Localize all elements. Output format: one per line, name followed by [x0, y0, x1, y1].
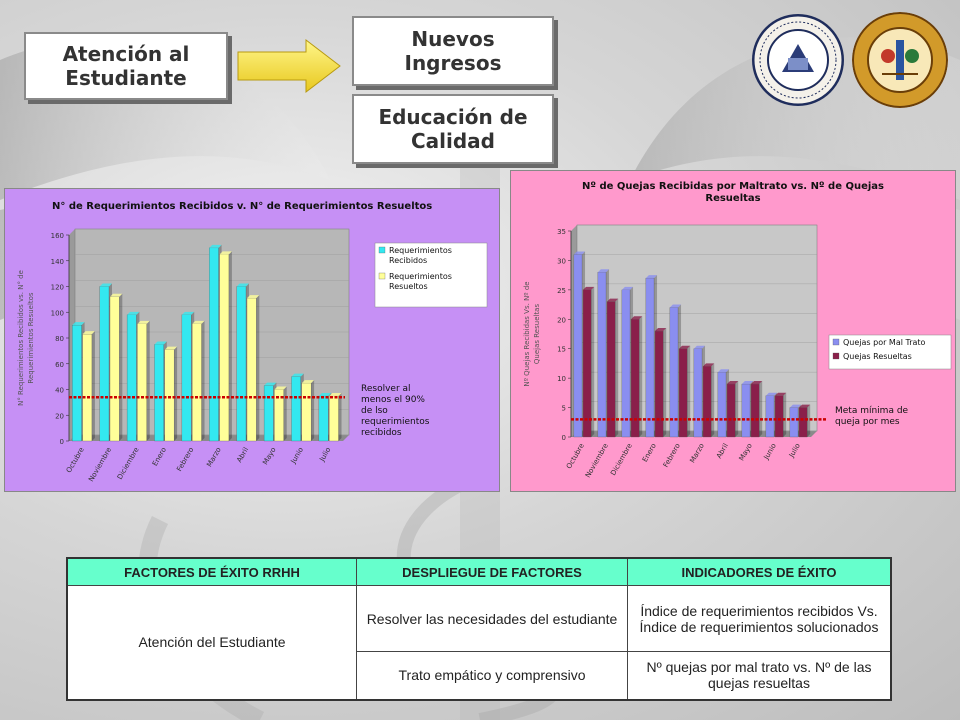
bar-side [92, 331, 95, 441]
bar [646, 278, 654, 437]
target-label: de lso [361, 406, 388, 416]
y-tick-label: 0 [561, 434, 566, 442]
bar [302, 383, 311, 441]
bar [291, 377, 300, 441]
educacion-calidad-label: Educación de Calidad [378, 105, 528, 153]
legend-swatch [833, 353, 839, 359]
legend-label: Requerimientos [389, 246, 452, 255]
y-tick-label: 120 [50, 283, 64, 292]
bar [72, 325, 81, 441]
despliegue-cell: Trato empático y comprensivo [357, 652, 628, 700]
atencion-estudiante-box [24, 32, 228, 100]
bar [83, 334, 92, 441]
bar [110, 297, 119, 441]
bar [775, 396, 783, 437]
ucv-seal-logo [752, 14, 844, 106]
educacion-calidad-box [352, 94, 554, 164]
y-tick-label: 40 [55, 386, 64, 395]
bar [790, 408, 798, 437]
bar-side [202, 321, 205, 441]
legend-label: Requerimientos [389, 272, 452, 281]
y-tick-label: 0 [59, 438, 64, 446]
arrow-right-icon [236, 38, 344, 94]
x-tick-label: Mayo [261, 446, 278, 467]
nuevos-ingresos-box [352, 16, 554, 86]
bar-side [759, 381, 762, 437]
x-tick-label: Octubre [564, 442, 586, 471]
y-tick-label: 80 [55, 335, 64, 343]
x-tick-label: Abril [715, 442, 730, 460]
y-tick-label: 20 [557, 316, 566, 325]
bar-side [687, 346, 690, 437]
bar-side [284, 387, 287, 442]
y-axis-title: Nº Quejas Recibidas Vs. Nº de [523, 281, 531, 387]
y-tick-label: 140 [50, 257, 64, 266]
bar [247, 298, 256, 441]
bar [679, 349, 687, 437]
x-tick-label: Julio [787, 442, 802, 459]
table-header-row [67, 558, 891, 586]
bar [694, 349, 702, 437]
bar [670, 308, 678, 437]
bar [220, 254, 229, 441]
atencion-estudiante-label: Atención al Estudiante [62, 42, 190, 90]
bar-side [119, 294, 122, 441]
y-tick-label: 15 [557, 345, 566, 354]
bar [100, 287, 109, 442]
bar-side [256, 295, 259, 441]
x-tick-label: Febrero [661, 442, 682, 469]
bar-side [735, 381, 738, 437]
bar-side [615, 299, 618, 437]
y-tick-label: 20 [55, 412, 64, 421]
x-tick-label: Marzo [688, 442, 706, 465]
header-indicadores: INDICADORES DE ÉXITO [628, 558, 892, 586]
y-tick-label: 60 [55, 360, 64, 369]
bar-side [311, 380, 314, 441]
y-tick-label: 30 [557, 257, 566, 266]
bar [607, 302, 615, 437]
bar [727, 384, 735, 437]
legend-label: Resueltos [389, 282, 428, 291]
y-tick-label: 10 [557, 375, 566, 384]
legend-label: Quejas Resueltas [843, 352, 912, 361]
y-axis-title: Requerimientos Resueltos [27, 292, 35, 384]
header-despliegue: DESPLIEGUE DE FACTORES [357, 558, 628, 586]
x-tick-label: Diciembre [115, 446, 141, 481]
indicador-cell: Índice de requerimientos recibidos Vs. Índice de requerimientos solucionados [628, 586, 892, 652]
legend-label: Recibidos [389, 256, 428, 265]
x-tick-label: Diciembre [609, 442, 634, 477]
bar [192, 324, 201, 441]
bar-side [663, 328, 666, 437]
bar-side [783, 393, 786, 437]
nuevos-ingresos-label: Nuevos Ingresos [404, 27, 502, 75]
chart-title: Nº de Quejas Recibidas por Maltrato vs. Nº de Quejas [581, 181, 885, 192]
bar [165, 350, 174, 441]
bar [622, 290, 630, 437]
table-row [67, 586, 891, 652]
bar-side [147, 321, 150, 441]
legend-label: Quejas por Mal Trato [843, 338, 926, 347]
bar [574, 255, 582, 437]
target-label: queja por mes [835, 417, 900, 427]
x-tick-label: Julio [318, 446, 333, 463]
facultad-medicina-seal-logo [852, 12, 948, 108]
indicador-cell: Nº quejas por mal trato vs. Nº de las quejas resueltas [628, 652, 892, 700]
chart-title: Resueltas [705, 193, 761, 204]
factor-cell: Atención del Estudiante [67, 586, 357, 700]
quejas-chart-svg [511, 171, 955, 491]
bar-side [174, 347, 177, 441]
quejas-chart [510, 170, 956, 492]
x-tick-label: Octubre [64, 446, 86, 475]
bar [703, 366, 711, 437]
bar [319, 396, 328, 441]
bar-side [711, 363, 714, 437]
target-label: menos el 90% [361, 395, 425, 405]
x-tick-label: Enero [640, 442, 658, 464]
bar [598, 272, 606, 437]
target-label: recibidos [361, 428, 402, 438]
target-label: requerimientos [361, 417, 430, 427]
bar [329, 396, 338, 441]
y-tick-label: 25 [557, 286, 566, 295]
bar [137, 324, 146, 441]
y-axis-title: Quejas Resueltas [533, 303, 541, 365]
requerimientos-chart [4, 188, 500, 492]
bar [182, 315, 191, 441]
factores-exito-table [66, 557, 892, 701]
bar-side [229, 251, 232, 441]
y-tick-label: 35 [557, 228, 566, 236]
legend-swatch [833, 339, 839, 345]
bar [583, 290, 591, 437]
x-tick-label: Mayo [737, 442, 754, 463]
bar [154, 344, 163, 441]
header-factores: FACTORES DE ÉXITO RRHH [67, 558, 357, 586]
bar [127, 315, 136, 441]
x-tick-label: Enero [150, 446, 169, 468]
x-tick-label: Junio [762, 442, 778, 461]
x-tick-label: Abril [235, 446, 251, 464]
bar [209, 248, 218, 441]
x-tick-label: Noviembre [87, 446, 114, 484]
bar-side [339, 393, 342, 441]
target-label: Meta mínima de [835, 406, 909, 416]
x-tick-label: Noviembre [583, 442, 610, 480]
bar [264, 386, 273, 441]
y-axis-title: N° Requerimientos Recibidos vs. N° de [17, 270, 25, 406]
bar [655, 331, 663, 437]
x-tick-label: Febrero [175, 446, 196, 473]
x-tick-label: Marzo [205, 446, 223, 469]
y-tick-label: 5 [561, 404, 566, 413]
bar [799, 408, 807, 437]
despliegue-cell: Resolver las necesidades del estudiante [357, 586, 628, 652]
legend-swatch [379, 273, 385, 279]
y-tick-label: 160 [50, 232, 64, 240]
chart-title: N° de Requerimientos Recibidos v. N° de Requerimientos Resueltos [51, 201, 433, 212]
legend-swatch [379, 247, 385, 253]
bar-side [591, 287, 594, 437]
target-label: Resolver al [361, 384, 411, 394]
bar [751, 384, 759, 437]
bar [237, 287, 246, 442]
bar [718, 372, 726, 437]
bar-side [807, 405, 810, 437]
bar [742, 384, 750, 437]
x-tick-label: Junio [289, 446, 306, 465]
requerimientos-chart-svg [5, 189, 499, 491]
y-tick-label: 100 [50, 309, 64, 318]
bar [766, 396, 774, 437]
